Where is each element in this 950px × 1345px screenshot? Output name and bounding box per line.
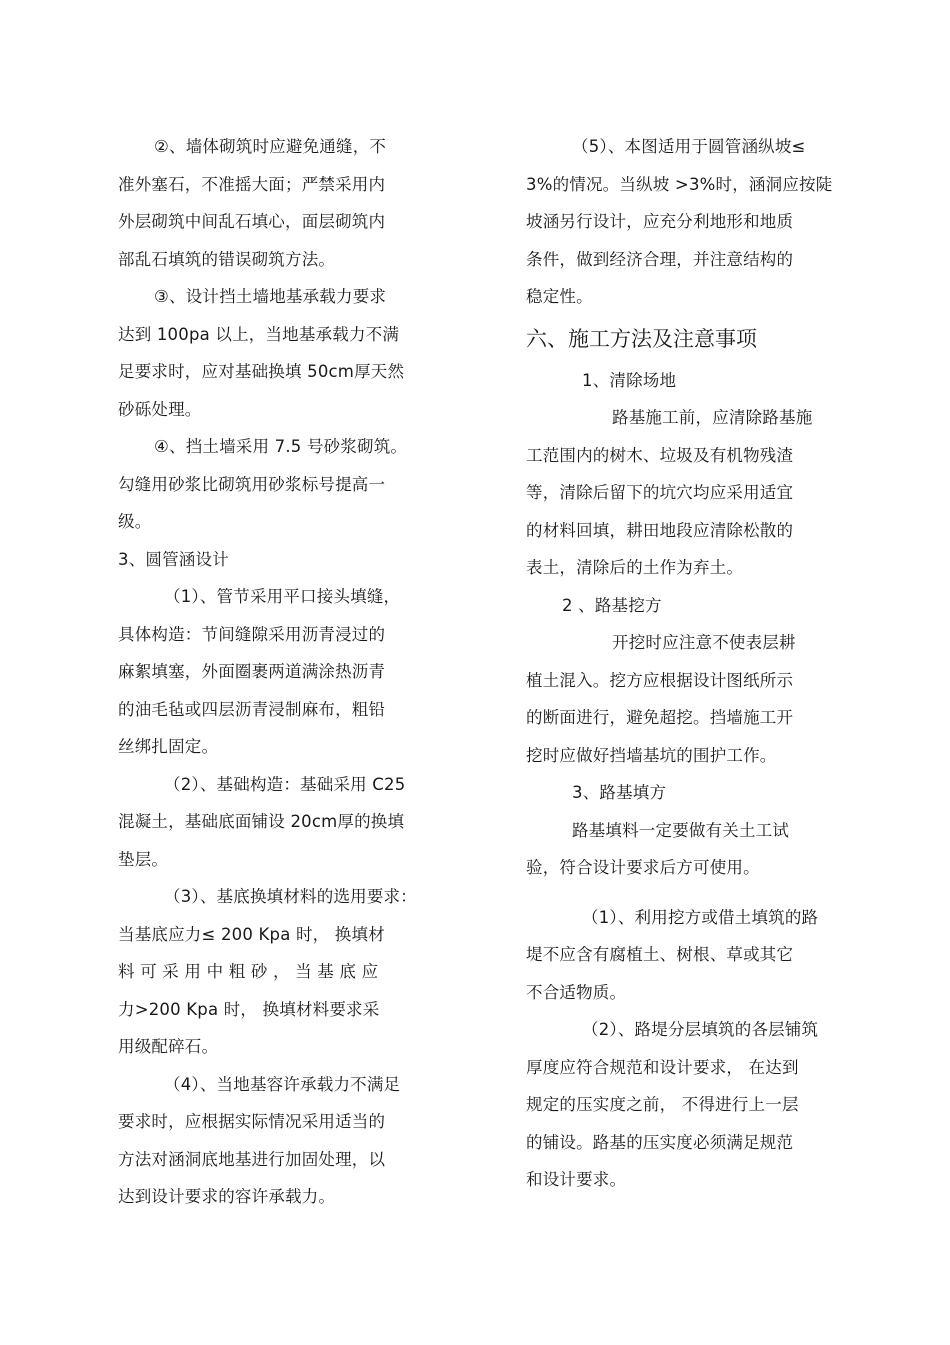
right-body <box>526 362 831 1199</box>
text-line: 的断面进行，避免超挖。挡墙施工开 <box>526 708 794 727</box>
text-line: 规定的压实度之前， 不得进行上一层 <box>526 1095 799 1114</box>
text-line: 1、清除场地 <box>582 370 677 390</box>
text-line: 等，清除后留下的坑穴均应采用适宜 <box>526 483 794 502</box>
text-line: （4）、当地基容许承载力不满足 <box>164 1074 401 1094</box>
text-line: （1）、利用挖方或借土填筑的路 <box>582 907 819 927</box>
text-line: （2）、基础构造：基础采用 C25 <box>164 774 406 794</box>
text-line: 验，符合设计要求后方可使用。 <box>526 858 760 877</box>
text-line: ②、墙体砌筑时应避免通缝，不 <box>154 137 387 156</box>
text-line: 工范围内的树木、垃圾及有机物残渣 <box>526 445 794 465</box>
text-line: 的铺设。路基的压实度必须满足规范 <box>526 1132 794 1152</box>
text-line: 不合适物质。 <box>526 982 627 1002</box>
text-line: （2）、路堤分层填筑的各层铺筑 <box>582 1020 819 1039</box>
text-line: 用级配碎石。 <box>118 1037 219 1056</box>
text-line: 开挖时应注意不使表层耕 <box>612 633 796 652</box>
text-line: 砂砾处理。 <box>118 399 202 419</box>
text-line: 料 可 采 用 中 粗 砂 ， 当 基 底 应 <box>118 962 379 981</box>
text-line: 混凝土，基础底面铺设 20cm厚的换填 <box>118 812 405 831</box>
text-line: 2 、路基挖方 <box>562 595 662 615</box>
text-line: （5）、本图适用于圆管涵纵坡≤ <box>572 137 806 156</box>
text-line: 厚度应符合规范和设计要求， 在达到 <box>526 1057 799 1077</box>
text-line: 级。 <box>118 512 152 531</box>
text-line: 路基施工前，应清除路基施 <box>612 408 813 427</box>
text-line: 的材料回填，耕田地段应清除松散的 <box>526 520 794 540</box>
text-line: 垫层。 <box>118 849 169 869</box>
text-line: （1）、管节采用平口接头填缝， <box>164 587 401 606</box>
spacer <box>526 887 831 899</box>
text-line: 麻絮填塞，外面圈裹两道满涂热沥青 <box>118 662 386 681</box>
text-line: 方法对涵洞底地基进行加固处理，以 <box>118 1149 386 1169</box>
text-line: 条件，做到经济合理，并注意结构的 <box>526 249 794 269</box>
text-line: 路基填料一定要做有关土工试 <box>572 820 790 840</box>
text-line: 丝绑扎固定。 <box>118 737 219 756</box>
text-line: 部乱石填筑的错误砌筑方法。 <box>118 249 336 269</box>
text-line: 稳定性。 <box>526 287 593 306</box>
text-line: （3）、基底换填材料的选用要求： <box>164 887 417 906</box>
text-line: 要求时，应根据实际情况采用适当的 <box>118 1112 386 1131</box>
text-line: 足要求时，应对基础换填 50cm厚天然 <box>118 362 405 381</box>
text-line: 达到 100pa 以上，当地基承载力不满 <box>118 324 400 344</box>
text-line: 达到设计要求的容许承载力。 <box>118 1187 336 1206</box>
text-line: 和设计要求。 <box>526 1170 627 1189</box>
right-intro <box>526 128 831 316</box>
text-line: ③、设计挡土墙地基承载力要求 <box>154 287 387 306</box>
left-column <box>118 128 418 1216</box>
text-line: 勾缝用砂浆比砌筑用砂浆标号提高一 <box>118 474 386 494</box>
text-line: 3、路基填方 <box>572 783 667 802</box>
right-column <box>526 128 831 1199</box>
text-line: 3、圆管涵设计 <box>118 549 229 569</box>
text-line: 堤不应含有腐植土、树根、草或其它 <box>526 945 794 964</box>
text-line: 植土混入。挖方应根据设计图纸所示 <box>526 670 794 690</box>
text-line: 表土，清除后的土作为弃土。 <box>526 558 744 577</box>
text-line: 当基底应力≤ 200 Kpa 时， 换填材 <box>118 924 385 944</box>
text-line: 准外塞石，不准摇大面；严禁采用内 <box>118 174 386 194</box>
text-line: 的油毛毡或四层沥青浸制麻布，粗铅 <box>118 699 386 719</box>
text-line: 挖时应做好挡墙基坑的围护工作。 <box>526 745 777 765</box>
text-line: ④、挡土墙采用 7.5 号砂浆砌筑。 <box>154 437 408 456</box>
text-line: 外层砌筑中间乱石填心，面层砌筑内 <box>118 212 386 231</box>
text-line: 力>200 Kpa 时， 换填材料要求采 <box>118 999 380 1019</box>
text-line: 具体构造：节间缝隙采用沥青浸过的 <box>118 624 386 644</box>
text-line: 3%的情况。当纵坡 >3%时，涵洞应按陡 <box>526 174 833 194</box>
text-line: 坡涵另行设计，应充分利地形和地质 <box>526 212 794 231</box>
section-heading: 六、施工方法及注意事项 <box>526 326 757 351</box>
